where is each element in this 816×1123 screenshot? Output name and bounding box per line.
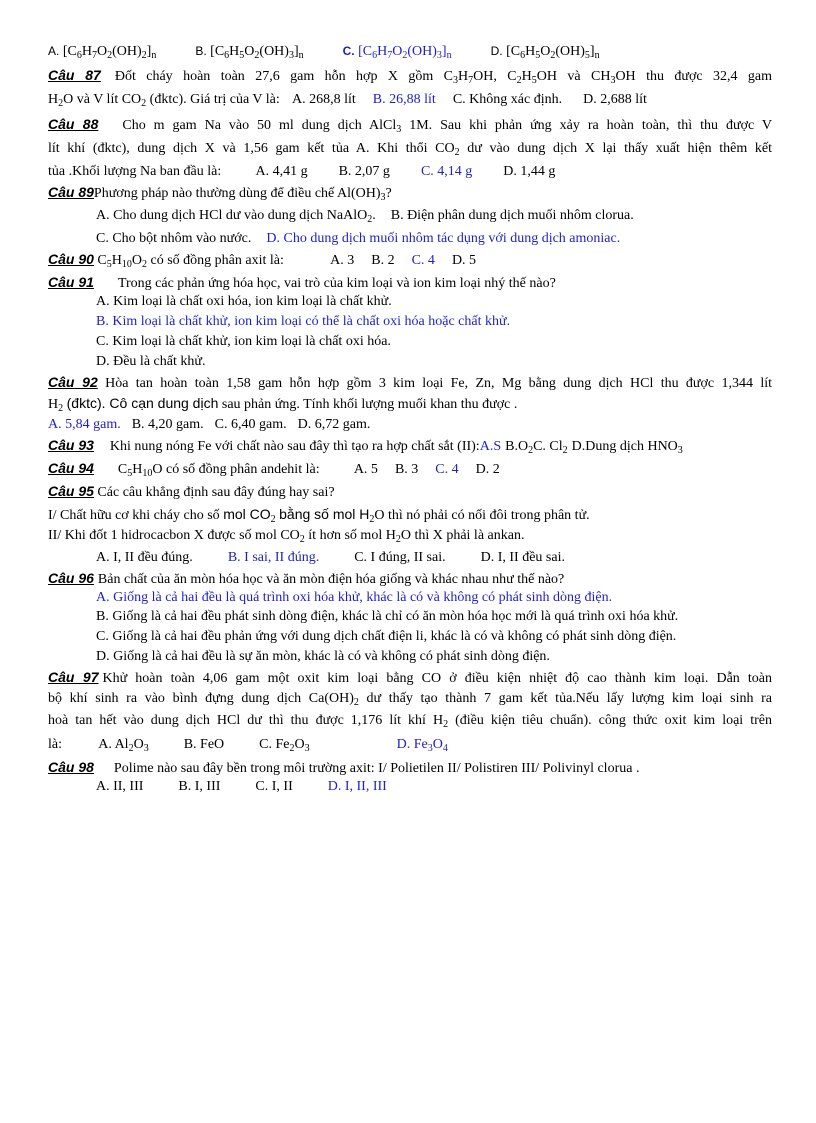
q97-option-a[interactable]: A. $Al_2O_3$: [98, 737, 149, 754]
q86-option-a[interactable]: A. $[C_6H_7O_2(OH)_2]_n$: [48, 44, 157, 61]
q92-option-d[interactable]: D. 6,72 gam.: [297, 417, 371, 432]
question-number: Câu 95: [48, 483, 94, 499]
question-98-stem: Câu 98 Polime nào sau đây bền trong môi trường axit: I/ Polietilen II/ Polistiren III/ Polivinyl clorua .: [48, 759, 640, 776]
question-number: Câu 96: [48, 570, 94, 586]
question-95-options: [96, 549, 565, 567]
q96-option-d[interactable]: D. Giống là cả hai đều là sự ăn mòn, khác là có và không có phát sinh dòng điện.: [96, 649, 550, 664]
question-number: Câu 92: [48, 374, 98, 390]
question-number: Câu 98: [48, 759, 94, 775]
question-95-statement-1: I/ Chất hữu cơ khi cháy cho số mol $CO_2$ bằng số mol $H_2O$ thì nó phải có nối đôi trong phân tử.: [48, 506, 590, 525]
q98-option-b[interactable]: B. I, III: [178, 779, 221, 794]
q91-option-a[interactable]: A. Kim loại là chất oxi hóa, ion kim loại là chất khử.: [96, 294, 392, 309]
question-number: Câu 90: [48, 251, 94, 267]
question-97-stem: Câu 97 Khử hoàn toàn 4,06 gam một oxit kim loại bằng CO ở điều kiện nhiệt độ cao thành kim loại. Dẫn toàn: [48, 669, 772, 686]
q88-option-a[interactable]: A. 4,41 g: [255, 164, 308, 179]
question-98-options: [96, 778, 387, 796]
q89-option-a[interactable]: A. Cho dung dịch HCl dư vào dung dịch NaAlO$_2$.: [96, 208, 376, 225]
q91-option-c[interactable]: C. Kim loại là chất khử, ion kim loại là chất oxi hóa.: [96, 334, 391, 349]
q93-option-d[interactable]: D.Dung dịch $HNO_3$: [571, 439, 683, 456]
q87-option-c[interactable]: C. Không xác định.: [452, 92, 563, 107]
question-93: Câu 93 Khi nung nóng Fe với chất nào sau đây thì tạo ra hợp chất sắt (II):A.S $B.O_2C$. $Cl_2$ D.Dung dịch $HNO_3$: [48, 437, 683, 456]
question-86-options: [48, 42, 600, 61]
q92-option-b[interactable]: B. 4,20 gam.: [131, 417, 204, 432]
question-89-options-row2: [96, 230, 620, 248]
q97-option-c[interactable]: C. $Fe_2O_3$: [259, 737, 310, 754]
question-87-line2: $H_2O$ và V lít $CO_2$ (đktc). Giá trị của V là: A. 268,8 lít B. 26,88 lít C. Không xác định. D. 2,688 lít: [48, 92, 647, 109]
q95-option-d[interactable]: D. I, II đều sai.: [480, 550, 565, 565]
question-92-stem: Câu 92 Hòa tan hoàn toàn 1,58 gam hỗn hợp gồm 3 kim loại Fe, Zn, Mg bằng dung dịch HCl thu được 1,344 lít: [48, 374, 772, 391]
q97-option-b[interactable]: B. FeO: [183, 737, 225, 752]
q98-option-a[interactable]: A. II, III: [96, 779, 144, 794]
q97-option-d[interactable]: D. $Fe_3O_4$: [396, 737, 448, 754]
q95-option-c[interactable]: C. I đúng, II sai.: [354, 550, 446, 565]
question-92-line2: $H_2$ (đktc). Cô cạn dung dịch sau phản ứng. Tính khối lượng muối khan thu được .: [48, 395, 518, 414]
q91-option-d[interactable]: D. Đều là chất khử.: [96, 354, 206, 369]
question-94: Câu 94 $C_5H_{10}O$ có số đồng phân andehit là: A. 5 B. 3 C. 4 D. 2: [48, 460, 500, 479]
question-number: Câu 89: [48, 184, 94, 200]
q93-option-b[interactable]: $B.O_2$: [505, 439, 534, 456]
q91-option-b[interactable]: B. Kim loại là chất khử, ion kim loại có thể là chất oxi hóa hoặc chất khử.: [96, 314, 511, 329]
question-96-stem: Câu 96 Bản chất của ăn mòn hóa học và ăn mòn điện hóa giống và khác nhau như thế nào?: [48, 570, 565, 587]
question-89-stem: Câu 89Phương pháp nào thường dùng để điều chế $Al(OH)_3$?: [48, 184, 392, 203]
q87-option-d[interactable]: D. 2,688 lít: [583, 92, 647, 107]
q88-option-c[interactable]: C. 4,14 g: [420, 164, 473, 179]
question-88-stem: Câu 88 Cho m gam Na vào 50 ml dung dịch AlCl$_3$ 1M. Sau khi phản ứng xảy ra hoàn toàn, thì thu được V: [48, 116, 773, 135]
question-number: Câu 87: [48, 67, 101, 83]
q89-option-c[interactable]: C. Cho bột nhôm vào nước.: [96, 231, 252, 246]
q88-option-d[interactable]: D. 1,44 g: [503, 164, 556, 179]
q90-option-d[interactable]: D. 5: [451, 253, 477, 268]
q98-option-c[interactable]: C. I, II: [255, 779, 293, 794]
question-95-stem: Câu 95 Các câu khẳng định sau đây đúng hay sai?: [48, 483, 335, 500]
q96-option-b[interactable]: B. Giống là cả hai đều phát sinh dòng điện, khác là chỉ có ăn mòn hóa học mới là quá trình oxi hóa khử.: [96, 609, 679, 624]
q87-option-a[interactable]: A. 268,8 lít: [292, 92, 356, 107]
question-97-line3: hoà tan hết vào dung dịch HCl dư thì thu được 1,176 lít khí $H_2$ (điều kiện tiêu chuẩn). công thức oxit kim loại trên: [48, 713, 772, 730]
question-97-options: là: A. $Al_2O_3$ B. FeO C. $Fe_2O_3$ D. $Fe_3O_4$: [48, 737, 448, 754]
question-number: Câu 94: [48, 460, 94, 476]
question-97-line2: bộ khí sinh ra vào bình đựng dung dịch $Ca(OH)_2$ dư thấy tạo thành 7 gam kết tủa.Nếu lấy lượng kim loại sinh ra: [48, 691, 772, 708]
q92-option-c[interactable]: C. 6,40 gam.: [214, 417, 287, 432]
q94-option-b[interactable]: B. 3: [394, 462, 419, 477]
question-92-options: [48, 416, 370, 434]
question-87-stem: Câu 87 Đốt cháy hoàn toàn 27,6 gam hỗn hợp X gồm $C_3H_7OH$, $C_2H_5OH$ và $CH_3OH$ thu được 32,4 gam: [48, 67, 772, 86]
question-number: Câu 93: [48, 437, 94, 453]
q86-option-d[interactable]: D. $[C_6H_5O_2(OH)_5]_n$: [490, 44, 600, 61]
question-95-statement-2: II/ Khi đốt 1 hidrocacbon X được số mol $CO_2$ ít hơn số mol $H_2O$ thì X phải là ankan.: [48, 528, 525, 545]
q89-option-d[interactable]: D. Cho dung dịch muối nhôm tác dụng với dung dịch amoniac.: [266, 231, 621, 246]
q86-option-c[interactable]: C. $[C_6H_7O_2(OH)_3]_n$: [342, 44, 452, 61]
q95-option-b[interactable]: B. I sai, II đúng.: [227, 550, 320, 565]
question-91-stem: Câu 91 Trong các phản ứng hóa học, vai trò của kim loại và ion kim loại nhý thế nào?: [48, 274, 556, 291]
q89-option-b[interactable]: B. Điện phân dung dịch muối nhôm clorua.: [390, 208, 634, 223]
q87-option-b[interactable]: B. 26,88 lít: [372, 92, 436, 107]
q95-option-a[interactable]: A. I, II đều đúng.: [96, 550, 193, 565]
q94-option-a[interactable]: A. 5: [353, 462, 378, 477]
q90-option-b[interactable]: B. 2: [371, 253, 395, 268]
q92-option-a[interactable]: A. 5,84 gam.: [48, 417, 121, 432]
q88-option-b[interactable]: B. 2,07 g: [338, 164, 390, 179]
q94-option-c[interactable]: C. 4: [435, 462, 459, 477]
q96-option-c[interactable]: C. Giống là cả hai đều phản ứng với dung dịch chất điện li, khác là có và không có phát sinh dòng điện.: [96, 629, 677, 644]
q94-option-d[interactable]: D. 2: [475, 462, 500, 477]
question-88-line2: lít khí (đktc), dung dịch X và 1,56 gam kết tủa A. Khi thổi $CO_2$ dư vào dung dịch X lại thấy xuất hiện thêm kết: [48, 141, 773, 158]
q98-option-d[interactable]: D. I, II, III: [327, 779, 387, 794]
q86-option-b[interactable]: B. $[C_6H_5O_2(OH)_3]_n$: [195, 44, 304, 61]
question-number: Câu 97: [48, 669, 99, 685]
q90-option-c[interactable]: C. 4: [411, 253, 435, 268]
question-number: Câu 88: [48, 116, 99, 132]
question-number: Câu 91: [48, 274, 94, 290]
q90-option-a[interactable]: A. 3: [330, 253, 355, 268]
q96-option-a[interactable]: A. Giống là cả hai đều là quá trình oxi hóa khử, khác là có và không có phát sinh dòng điện.: [96, 590, 613, 605]
question-88-line3: tủa .Khối lượng Na ban đầu là: A. 4,41 g B. 2,07 g C. 4,14 g D. 1,44 g: [48, 164, 556, 179]
q93-option-c[interactable]: C. $Cl_2$: [533, 439, 568, 456]
q93-option-a[interactable]: A.S: [479, 439, 502, 454]
question-90: Câu 90 $C_5H_{10}O_2$ có số đồng phân axit là: A. 3 B. 2 C. 4 D. 5: [48, 251, 477, 270]
question-89-options-row1: [96, 207, 634, 225]
